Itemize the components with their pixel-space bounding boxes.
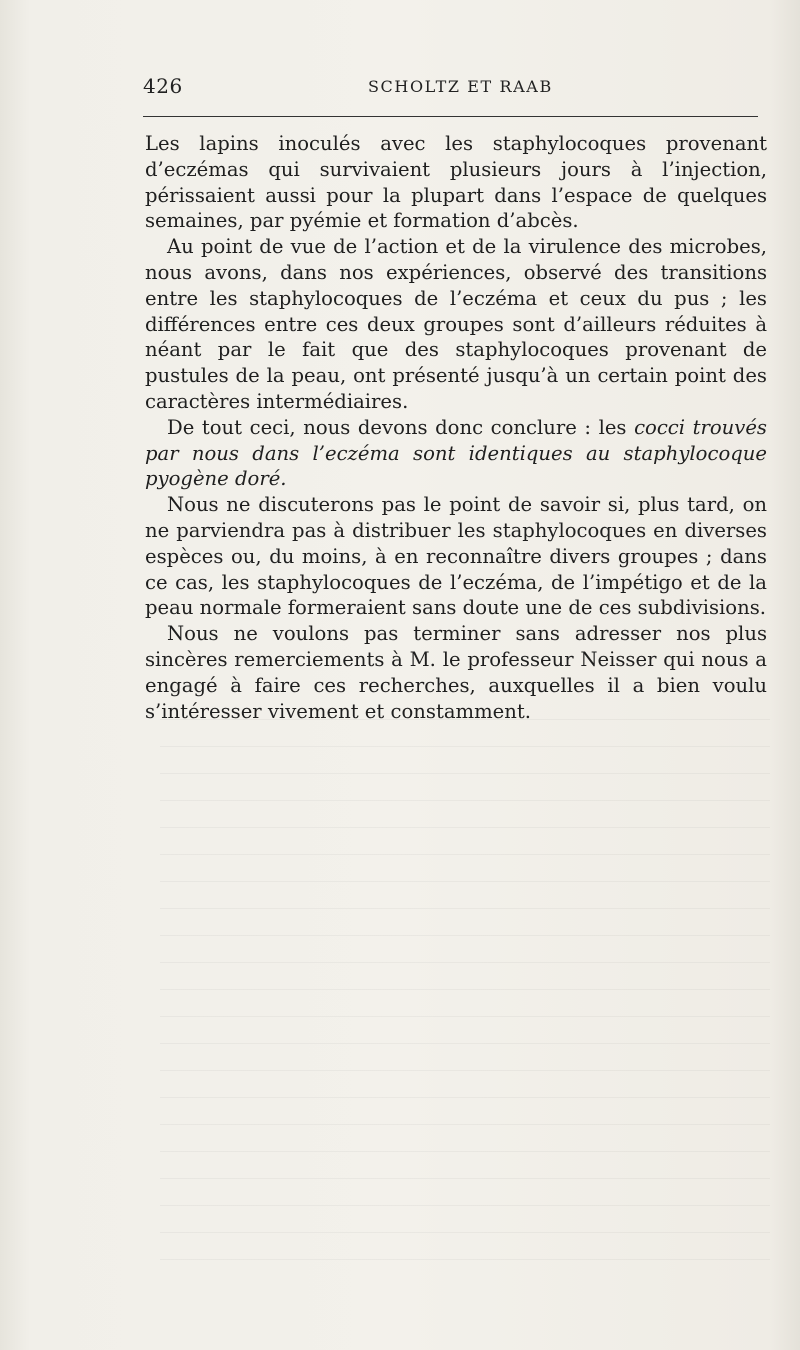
header-rule bbox=[143, 116, 758, 117]
paragraph-3-text: De tout ceci, nous devons donc conclure : les bbox=[167, 415, 635, 439]
show-through-texture bbox=[160, 700, 770, 1260]
paragraph-3-italic-conclusion: cocci trouvés par nous dans l’eczéma sont identiques au staphylocoque pyogène doré. bbox=[145, 415, 767, 491]
paragraph-2: Au point de vue de l’action et de la virulence des microbes, nous avons, dans nos expériences, observé des transitions entre les staphylocoques de l’eczéma et ceux du pus ; les différences entre ces deux groupes sont d’ailleurs réduites à néant par le fait que des staphylocoques provenant de pustules de la peau, ont présenté jusqu’à un certain point des caractères intermédiaires. bbox=[145, 235, 767, 413]
body-text bbox=[145, 131, 767, 724]
paragraph-3 bbox=[145, 415, 767, 492]
page-number: 426 bbox=[143, 74, 183, 98]
paragraph-4: Nous ne discuterons pas le point de savoir si, plus tard, on ne parviendra pas à distribuer les staphylocoques en diverses espèces ou, du moins, à en reconnaître divers groupes ; dans ce cas, les staphylocoques de l’eczéma, de l’impétigo et de la peau normale formeraient sans doute une de ces subdivisions. bbox=[145, 493, 767, 620]
page-header bbox=[143, 74, 758, 104]
paragraph-1: Les lapins inoculés avec les staphylocoques provenant d’eczémas qui survivaient plusieurs jours à l’injection, périssaient aussi pour la plupart dans l’espace de quelques semaines, par pyémie et formation d’abcès. bbox=[145, 132, 767, 233]
running-head: SCHOLTZ ET RAAB bbox=[368, 77, 553, 96]
paragraph-5: Nous ne voulons pas terminer sans adresser nos plus sincères remerciements à M. le professeur Neisser qui nous a engagé à faire ces recherches, auxquelles il a bien voulu s’intéresser vivement et constamment. bbox=[145, 622, 767, 723]
